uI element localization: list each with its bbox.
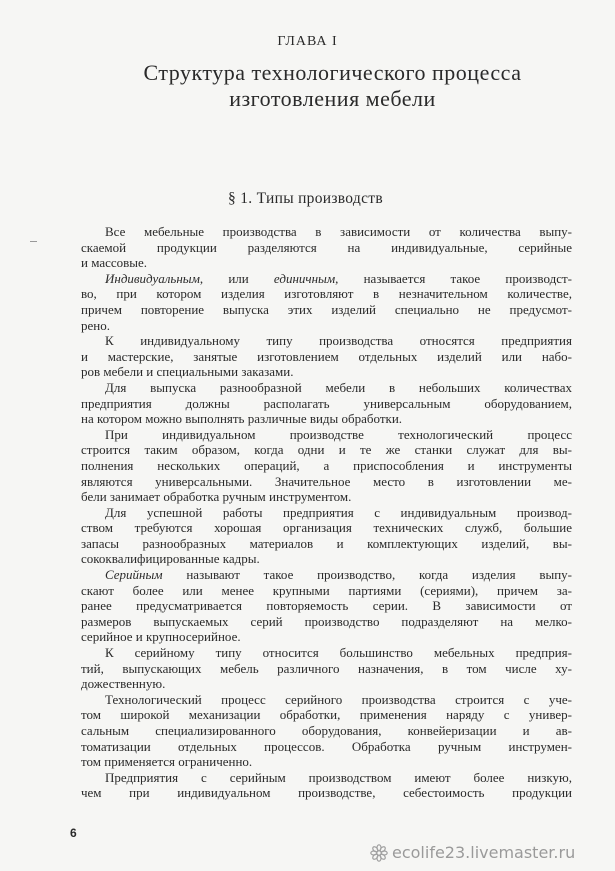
text-line: полнения нескольких операций, а приспособления и инструменты (81, 457, 572, 473)
text-line: ранее предусматривается повторяемость серии. В зависимости от (81, 598, 572, 614)
text-line: строится таким образом, когда одни и те же станки служат для вы- (81, 442, 572, 458)
chapter-title (0, 60, 615, 112)
page-number: 6 (70, 826, 77, 840)
text-line: тий, выпускающих мебель различного назначения, в том числе ху- (81, 660, 572, 676)
watermark-text: ecolife23.livemaster.ru (392, 843, 576, 862)
flower-icon (370, 844, 388, 862)
text-line: размеров выпускаемых серий производство подразделяют на мелко- (81, 613, 572, 629)
text-line: во, при котором изделия изготовляют в незначительном количестве, (81, 286, 572, 302)
section-heading: § 1. Типы производств (228, 190, 383, 207)
text-line: К индивидуальному типу производства относятся предприятия (105, 333, 572, 349)
text-line: чем при индивидуальном производстве, себестоимость продукции (81, 785, 572, 801)
text-line: причем повторение выпуска этих изделий специально не предусмот- (81, 301, 572, 317)
text-line: бели занимает обработка ручным инструментом. (81, 489, 352, 505)
text-line: ством требуются хорошая организация технических служб, большие (81, 520, 572, 536)
text-line: том широкой механизации обработки, применения наряду с универ- (81, 707, 572, 723)
text-line: дожественную. (81, 676, 166, 692)
text-line: Серийным называют такое производство, когда изделия выпу- (105, 567, 572, 583)
text-line: рено. (81, 317, 110, 333)
text-line: томатизации отдельных процессов. Обработка ручным инструмен- (81, 738, 572, 754)
text-line: и массовые. (81, 255, 148, 271)
text-line: Предприятия с серийным производством имеют более низкую, (105, 769, 572, 785)
chapter-title-line: изготовления мебели (229, 86, 436, 111)
text-line: Все мебельные производства в зависимости от количества выпу- (105, 224, 572, 239)
text-line: являются универсальными. Значительное место в изготовлении ме- (81, 473, 572, 489)
text-line: Для успешной работы предприятия с индивидуальным производ- (105, 504, 572, 520)
text-line: серийное и крупносерийное. (81, 629, 241, 645)
text-line: скают более или менее крупными партиями (сериями), причем за- (81, 582, 572, 598)
text-line: При индивидуальном производстве технологический процесс (105, 426, 572, 442)
text-line: том применяется ограниченно. (81, 754, 253, 770)
text-line: запасы разнообразных материалов и комплектующих изделий, вы- (81, 535, 572, 551)
chapter-label: ГЛАВА I (277, 34, 338, 49)
text-line: на котором можно выполнять различные виды обработки. (81, 411, 403, 427)
text-line: К серийному типу относится большинство мебельных предприя- (105, 645, 572, 661)
margin-mark (30, 241, 37, 242)
watermark (370, 843, 575, 862)
text-line: Для выпуска разнообразной мебели в небольших количествах (105, 379, 572, 395)
text-line: Индивидуальным, или единичным, называется такое производст- (105, 270, 572, 286)
body-text (81, 224, 572, 801)
text-line: и мастерские, занятые изготовлением отдельных изделий или набо- (81, 348, 572, 364)
text-line: сококвалифицированные кадры. (81, 551, 260, 567)
text-line: ров мебели и специальными заказами. (81, 364, 294, 380)
text-line: скаемой продукции разделяются на индивидуальные, серийные (81, 239, 572, 255)
text-line: сальным специализированного оборудования, конвейеризации и ав- (81, 723, 572, 738)
text-line: предприятия должны располагать универсальным оборудованием, (81, 395, 572, 411)
chapter-title-line: Структура технологического процесса (143, 60, 522, 85)
text-line: Технологический процесс серийного производства строится с уче- (105, 691, 572, 707)
